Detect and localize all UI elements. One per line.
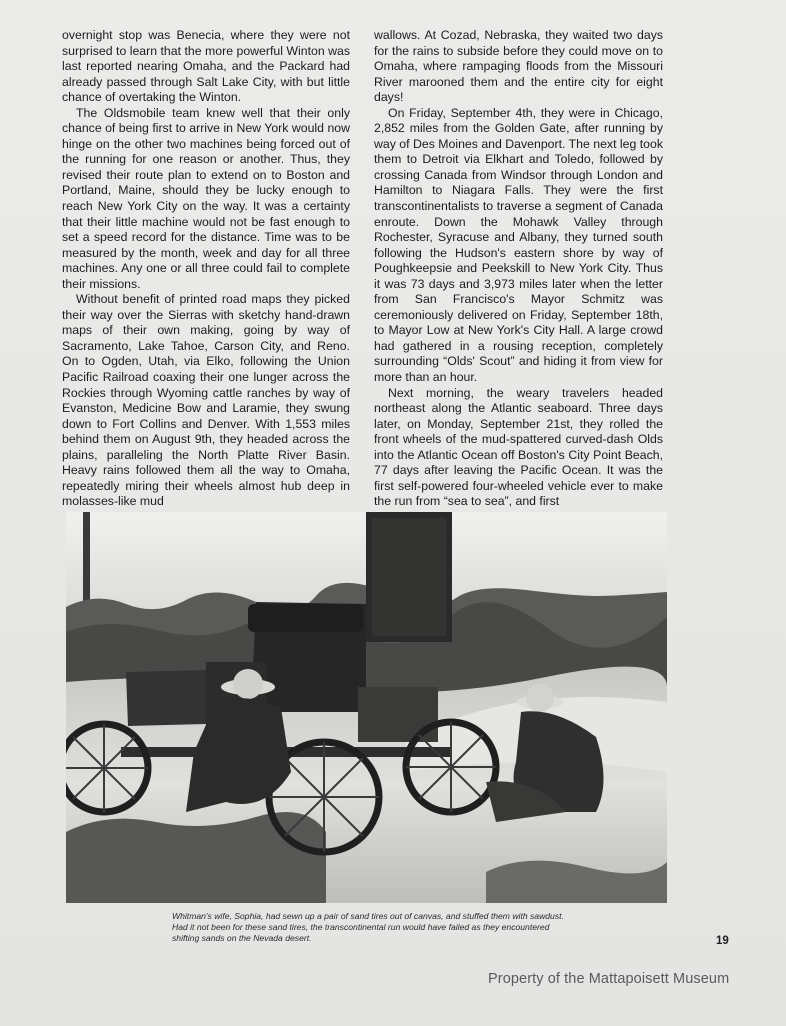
page-number: 19 xyxy=(716,935,729,947)
paragraph: The Oldsmobile team knew well that their only chance of being first to arrive in New York would now hinge on the other two machines being forced out of the running for one reason or another. Thus, they revised their route plan to extend on to Boston and Portland, Maine, should they be lucky enough to reach New York City on the way. It was a certainty that their little machine would not be fast enough to set a speed record for the distance. Time was to be measured by the month, week and day for all three machines. Any one or all three could fail to complete their missions. xyxy=(62,105,350,291)
photo-caption: Whitman's wife, Sophia, had sewn up a pair of sand tires out of canvas, and stuffed them with sawdust. Had it not been for these sand tires, the transcontinental run would have failed as they encountered shifting sands on the Nevada desert. xyxy=(172,911,564,944)
paragraph: overnight stop was Benecia, where they were not surprised to learn that the more powerful Winton was last reported nearing Omaha, and the Packard had already passed through Salt Lake City, with but little chance of overtaking the Winton. xyxy=(62,28,350,105)
paragraph: Without benefit of printed road maps they picked their way over the Sierras with sketchy hand-drawn maps of their own making, going by way of Sacramento, Lake Tahoe, Carson City, and Reno. On to Ogden, Utah, via Elko, following the Union Pacific Railroad coaxing their one lunger across the Rockies through Wyoming cattle ranches by way of Evanston, Medicine Bow and Laramie, they swung down to Fort Collins and Denver. With 1,553 miles behind them on August 9th, they headed across the plains, paralleling the North Platte River Basin. Heavy rains followed them all the way to Omaha, repeatedly miring their wheels almost hub deep in molasses-like mud xyxy=(62,292,350,509)
historic-photo xyxy=(66,512,667,903)
paragraph: On Friday, September 4th, they were in Chicago, 2,852 miles from the Golden Gate, after running by way of Des Moines and Davenport. The next leg took them to Detroit via Elkhart and Toledo, followed by crossing Canada from Windsor through London and Hamilton to Niagara Falls. They were the first transcontinentalists to traverse a segment of Canada enroute. Down the Mohawk Valley through Rochester, Syracuse and Albany, they turned south following the Hudson's eastern shore by way of Poughkeepsie and Peekskill to New York City. Thus it was 73 days and 3,973 miles later when the letter from San Francisco's Mayor Schmitz was ceremoniously delivered on Friday, September 18th, to Mayor Low at New York's City Hall. A large crowd had gathered in a rousing reception, completely surrounding “Olds' Scout” and hiding it from view for more than an hour. xyxy=(374,105,663,385)
paragraph: Next morning, the weary travelers headed northeast along the Atlantic seaboard. Three days later, on Monday, September 21st, they rolled the front wheels of the mud-spattered curved-dash Olds into the Atlantic Ocean off Boston's City Point Beach, 77 days after leaving the Pacific Ocean. It was the first self-powered four-wheeled vehicle ever to make the run from “sea to sea”, and first xyxy=(374,385,663,509)
article-column-left xyxy=(62,28,350,510)
museum-watermark: Property of the Mattapoisett Museum xyxy=(488,971,730,987)
paragraph: wallows. At Cozad, Nebraska, they waited two days for the rains to subside before they could move on to Omaha, where rampaging floods from the Missouri River marooned them and the entire city for eight days! xyxy=(374,28,663,105)
photo-illustration xyxy=(66,512,667,903)
article-column-right xyxy=(374,28,663,510)
